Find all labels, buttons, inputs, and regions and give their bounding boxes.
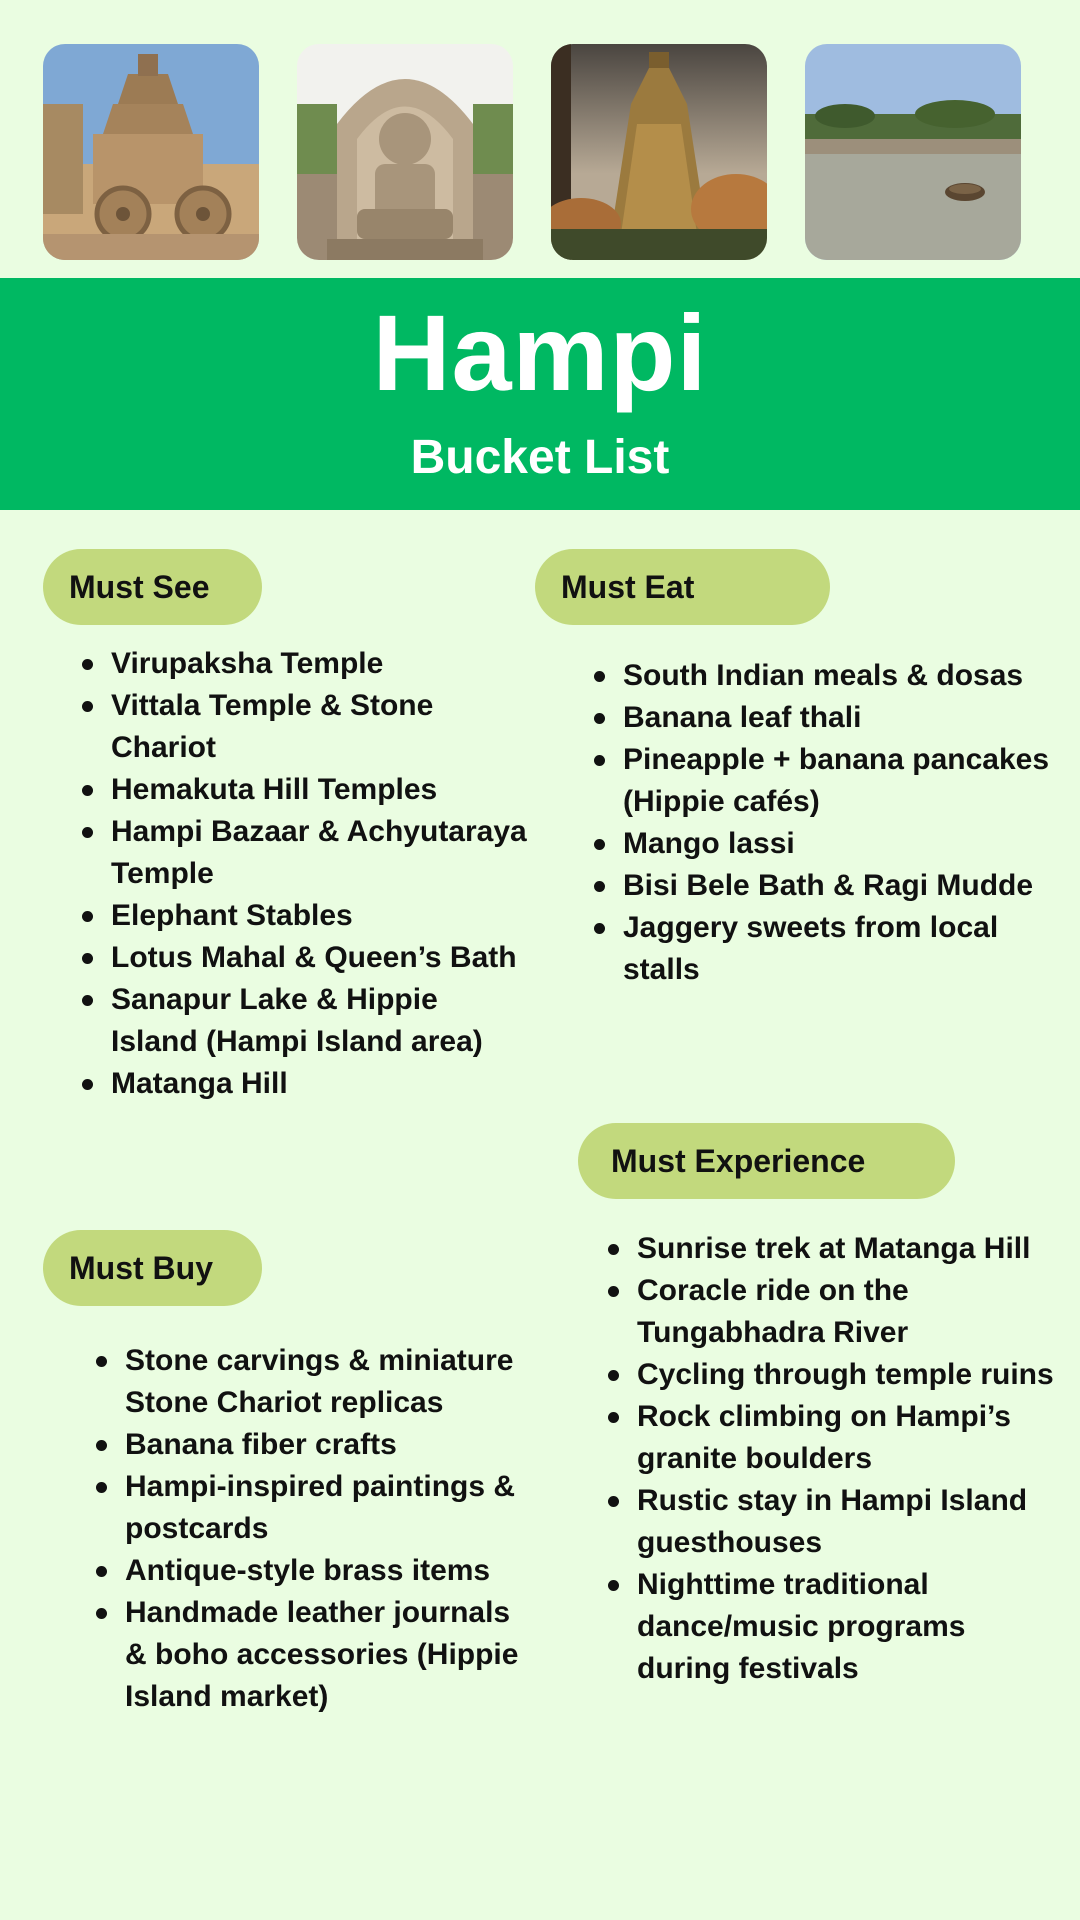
list-item: Pineapple + banana pancakes (Hippie cafés) — [623, 739, 1063, 823]
page-title: Hampi — [372, 292, 708, 413]
list-item: Cycling through temple ruins — [637, 1354, 1057, 1396]
title-banner — [0, 278, 1080, 510]
must-experience-heading: Must Experience — [578, 1123, 955, 1199]
list-item: Coracle ride on the Tungabhadra River — [637, 1270, 1057, 1354]
list-item: Sunrise trek at Matanga Hill — [637, 1228, 1057, 1270]
photo-strip — [43, 44, 1043, 260]
list-item: Elephant Stables — [111, 895, 531, 937]
must-see-list — [71, 643, 531, 1105]
must-see-heading: Must See — [43, 549, 262, 625]
list-item: Virupaksha Temple — [111, 643, 531, 685]
must-buy-heading: Must Buy — [43, 1230, 262, 1306]
stone-chariot-photo — [43, 44, 259, 260]
list-item: Hampi-inspired paintings & postcards — [125, 1466, 525, 1550]
must-eat-list — [583, 655, 1063, 991]
must-eat-heading: Must Eat — [535, 549, 830, 625]
list-item: Hampi Bazaar & Achyutaraya Temple — [111, 811, 531, 895]
list-item: Handmade leather journals & boho accessories (Hippie Island market) — [125, 1592, 525, 1718]
list-item: Rustic stay in Hampi Island guesthouses — [637, 1480, 1057, 1564]
must-buy-list — [85, 1340, 525, 1718]
must-experience-list — [597, 1228, 1057, 1690]
list-item: Stone carvings & miniature Stone Chariot replicas — [125, 1340, 525, 1424]
list-item: Rock climbing on Hampi’s granite boulders — [637, 1396, 1057, 1480]
page-subtitle: Bucket List — [410, 431, 670, 484]
list-item: Sanapur Lake & Hippie Island (Hampi Island area) — [111, 979, 531, 1063]
narasimha-statue-photo — [297, 44, 513, 260]
list-item: Bisi Bele Bath & Ragi Mudde — [623, 865, 1063, 907]
list-item: Banana leaf thali — [623, 697, 1063, 739]
list-item: South Indian meals & dosas — [623, 655, 1063, 697]
list-item: Antique-style brass items — [125, 1550, 525, 1592]
virupaksha-temple-photo — [551, 44, 767, 260]
list-item: Matanga Hill — [111, 1063, 531, 1105]
narasimha-statue-image — [297, 44, 513, 260]
list-item: Vittala Temple & Stone Chariot — [111, 685, 531, 769]
stone-chariot-image — [43, 44, 259, 260]
list-item: Jaggery sweets from local stalls — [623, 907, 1063, 991]
virupaksha-temple-image — [551, 44, 767, 260]
list-item: Lotus Mahal & Queen’s Bath — [111, 937, 531, 979]
river-coracle-image — [805, 44, 1021, 260]
list-item: Banana fiber crafts — [125, 1424, 525, 1466]
list-item: Hemakuta Hill Temples — [111, 769, 531, 811]
tungabhadra-river-coracle-photo — [805, 44, 1021, 260]
list-item: Mango lassi — [623, 823, 1063, 865]
list-item: Nighttime traditional dance/music programs during festivals — [637, 1564, 1057, 1690]
